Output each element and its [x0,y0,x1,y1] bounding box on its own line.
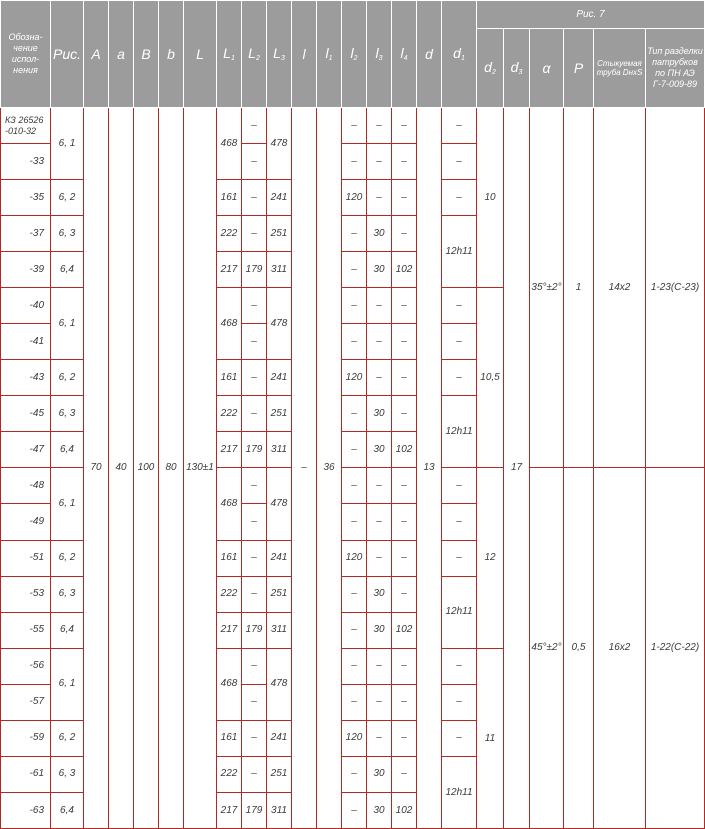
header-A: A [84,1,109,108]
pipe-cell: 16x2 [594,468,646,829]
designation-cell: -61 [1,756,51,792]
d1-cell: – [442,180,477,216]
L1-cell: 161 [217,180,242,216]
l1-cell: 36 [317,108,342,829]
l3-cell: – [367,684,392,720]
header-alpha: α [530,29,564,108]
L1-cell: 222 [217,576,242,612]
L3-cell: 478 [267,648,292,720]
L3-cell: 478 [267,108,292,180]
L1-cell: 468 [217,468,242,540]
P-cell: 1 [564,108,594,468]
l4-cell: – [392,288,417,324]
header-a: a [109,1,134,108]
d2-cell: 12 [477,468,504,648]
l4-cell: 102 [392,792,417,828]
designation-cell: -53 [1,576,51,612]
L3-cell: 241 [267,720,292,756]
d1-cell: 12h11 [442,576,477,648]
l2-cell: 120 [342,720,367,756]
L1-cell: 222 [217,756,242,792]
L2-cell: – [242,360,267,396]
header-d1: $d_1$ [442,1,477,108]
L2-cell: – [242,540,267,576]
L1-cell: 161 [217,720,242,756]
l3-cell: 30 [367,396,392,432]
edge-type-cell: 1-22(С-22) [646,468,705,829]
l3-cell: – [367,180,392,216]
d1-cell: – [442,504,477,540]
l4-cell: – [392,504,417,540]
designation-cell: -57 [1,684,51,720]
L1-cell: 222 [217,216,242,252]
l4-cell: – [392,720,417,756]
designation-cell: -43 [1,360,51,396]
alpha-cell: 35°±2° [530,108,564,468]
fig-cell: 6, 2 [51,540,84,576]
header-d: d [417,1,442,108]
L1-cell: 222 [217,396,242,432]
l2-cell: – [342,108,367,144]
l3-cell: – [367,144,392,180]
L2-cell: 179 [242,612,267,648]
L2-cell: – [242,468,267,504]
header-pipe: Стыкуемая труба DнxS [594,29,646,108]
d1-cell: 12h11 [442,396,477,468]
d1-cell: 12h11 [442,756,477,828]
d1-cell: – [442,540,477,576]
l2-cell: – [342,216,367,252]
a-cell: 40 [109,108,134,829]
header-l3: $l_3$ [367,1,392,108]
designation-cell: -40 [1,288,51,324]
l2-cell: – [342,468,367,504]
l3-cell: 30 [367,756,392,792]
header-fig: Рис. [51,1,84,108]
l4-cell: – [392,468,417,504]
d1-cell: – [442,288,477,324]
header-l2: $l_2$ [342,1,367,108]
l2-cell: – [342,576,367,612]
l4-cell: – [392,396,417,432]
A-cell: 70 [84,108,109,829]
l4-cell: – [392,360,417,396]
l2-cell: – [342,648,367,684]
designation-cell: КЗ 26526 -010-32 [1,108,51,144]
fig-cell: 6, 1 [51,108,84,180]
l-cell: – [292,108,317,829]
L-cell: 130±1 [184,108,217,829]
designation-cell: -48 [1,468,51,504]
fig-cell: 6, 1 [51,468,84,540]
l3-cell: – [367,360,392,396]
l3-cell: – [367,468,392,504]
designation-cell: -37 [1,216,51,252]
l3-cell: 30 [367,216,392,252]
designation-cell: -56 [1,648,51,684]
header-d2: $d_2$ [477,29,504,108]
L1-cell: 217 [217,252,242,288]
l4-cell: – [392,756,417,792]
L3-cell: 241 [267,540,292,576]
L3-cell: 241 [267,180,292,216]
L2-cell: – [242,396,267,432]
L2-cell: – [242,216,267,252]
l4-cell: 102 [392,252,417,288]
l3-cell: – [367,324,392,360]
L2-cell: – [242,324,267,360]
l3-cell: – [367,540,392,576]
d1-cell: – [442,684,477,720]
l2-cell: – [342,756,367,792]
header-l: l [292,1,317,108]
header-edge-type: Тип разделки патрубков по ПН АЭ Г-7-009-89 [646,29,705,108]
L2-cell: – [242,144,267,180]
d1-cell: – [442,720,477,756]
designation-cell: -49 [1,504,51,540]
L3-cell: 311 [267,612,292,648]
designation-cell: -41 [1,324,51,360]
fig-cell: 6,4 [51,252,84,288]
d3-cell: 17 [504,108,530,829]
b-cell: 80 [159,108,184,829]
header-L2: $L_2$ [242,1,267,108]
L3-cell: 311 [267,792,292,828]
l4-cell: – [392,684,417,720]
L2-cell: – [242,180,267,216]
L2-cell: – [242,288,267,324]
L1-cell: 217 [217,792,242,828]
l4-cell: – [392,324,417,360]
designation-cell: -51 [1,540,51,576]
designation-cell: -35 [1,180,51,216]
fig-cell: 6, 3 [51,216,84,252]
L2-cell: – [242,504,267,540]
L1-cell: 161 [217,360,242,396]
L2-cell: 179 [242,432,267,468]
fig-cell: 6, 3 [51,576,84,612]
fig-cell: 6, 2 [51,360,84,396]
designation-cell: -47 [1,432,51,468]
P-cell: 0,5 [564,468,594,829]
L3-cell: 251 [267,396,292,432]
l2-cell: – [342,504,367,540]
l2-cell: – [342,792,367,828]
L3-cell: 478 [267,288,292,360]
l2-cell: – [342,144,367,180]
L2-cell: – [242,648,267,684]
fig-cell: 6, 3 [51,396,84,432]
header-L: L [184,1,217,108]
header-L1: $L_1$ [217,1,242,108]
l3-cell: 30 [367,576,392,612]
header-l4: $l_4$ [392,1,417,108]
header-fig7: Рис. 7 [477,1,705,29]
d2-cell: 11 [477,648,504,828]
d1-cell: – [442,468,477,504]
L3-cell: 251 [267,756,292,792]
header-b: b [159,1,184,108]
l2-cell: – [342,324,367,360]
l3-cell: 30 [367,252,392,288]
pipe-cell: 14x2 [594,108,646,468]
L1-cell: 468 [217,648,242,720]
d1-cell: – [442,144,477,180]
L3-cell: 311 [267,252,292,288]
d2-cell: 10 [477,108,504,288]
l2-cell: 120 [342,360,367,396]
l3-cell: – [367,288,392,324]
header-d3: $d_3$ [504,29,530,108]
header-P: P [564,29,594,108]
l4-cell: 102 [392,612,417,648]
fig-cell: 6, 1 [51,648,84,720]
alpha-cell: 45°±2° [530,468,564,829]
l2-cell: – [342,684,367,720]
l2-cell: – [342,288,367,324]
L2-cell: 179 [242,252,267,288]
l2-cell: 120 [342,180,367,216]
d1-cell: – [442,360,477,396]
d1-cell: 12h11 [442,216,477,288]
L2-cell: – [242,756,267,792]
header-l1: $l_1$ [317,1,342,108]
l3-cell: – [367,720,392,756]
l2-cell: – [342,432,367,468]
L3-cell: 311 [267,432,292,468]
L1-cell: 468 [217,288,242,360]
designation-cell: -55 [1,612,51,648]
fig-cell: 6,4 [51,432,84,468]
fig-cell: 6, 2 [51,180,84,216]
table-row [1,108,705,144]
L2-cell: – [242,684,267,720]
designation-cell: -59 [1,720,51,756]
L2-cell: 179 [242,792,267,828]
l2-cell: – [342,396,367,432]
fig-cell: 6, 3 [51,756,84,792]
l4-cell: – [392,216,417,252]
L3-cell: 251 [267,576,292,612]
d1-cell: – [442,648,477,684]
l3-cell: – [367,504,392,540]
designation-cell: -63 [1,792,51,828]
l3-cell: 30 [367,432,392,468]
L3-cell: 478 [267,468,292,540]
L1-cell: 217 [217,612,242,648]
l4-cell: – [392,108,417,144]
B-cell: 100 [134,108,159,829]
l3-cell: 30 [367,792,392,828]
d1-cell: – [442,108,477,144]
fig-cell: 6,4 [51,792,84,828]
l3-cell: 30 [367,612,392,648]
designation-cell: -45 [1,396,51,432]
header-L3: $L_3$ [267,1,292,108]
l3-cell: – [367,108,392,144]
header-designation: Обозна-чение испол-нения [1,1,51,108]
header-B: B [134,1,159,108]
l2-cell: 120 [342,540,367,576]
d-cell: 13 [417,108,442,829]
fig-cell: 6, 2 [51,720,84,756]
l4-cell: – [392,540,417,576]
L3-cell: 251 [267,216,292,252]
L1-cell: 217 [217,432,242,468]
fig-cell: 6, 1 [51,288,84,360]
edge-type-cell: 1-23(С-23) [646,108,705,468]
d2-cell: 10,5 [477,288,504,468]
l4-cell: – [392,180,417,216]
fig-cell: 6,4 [51,612,84,648]
L1-cell: 161 [217,540,242,576]
L3-cell: 241 [267,360,292,396]
designation-cell: -33 [1,144,51,180]
designation-cell: -39 [1,252,51,288]
d1-cell: – [442,324,477,360]
l4-cell: – [392,576,417,612]
L1-cell: 468 [217,108,242,180]
L2-cell: – [242,576,267,612]
L2-cell: – [242,108,267,144]
l4-cell: – [392,648,417,684]
l3-cell: – [367,648,392,684]
l4-cell: – [392,144,417,180]
L2-cell: – [242,720,267,756]
l2-cell: – [342,252,367,288]
l2-cell: – [342,612,367,648]
l4-cell: 102 [392,432,417,468]
